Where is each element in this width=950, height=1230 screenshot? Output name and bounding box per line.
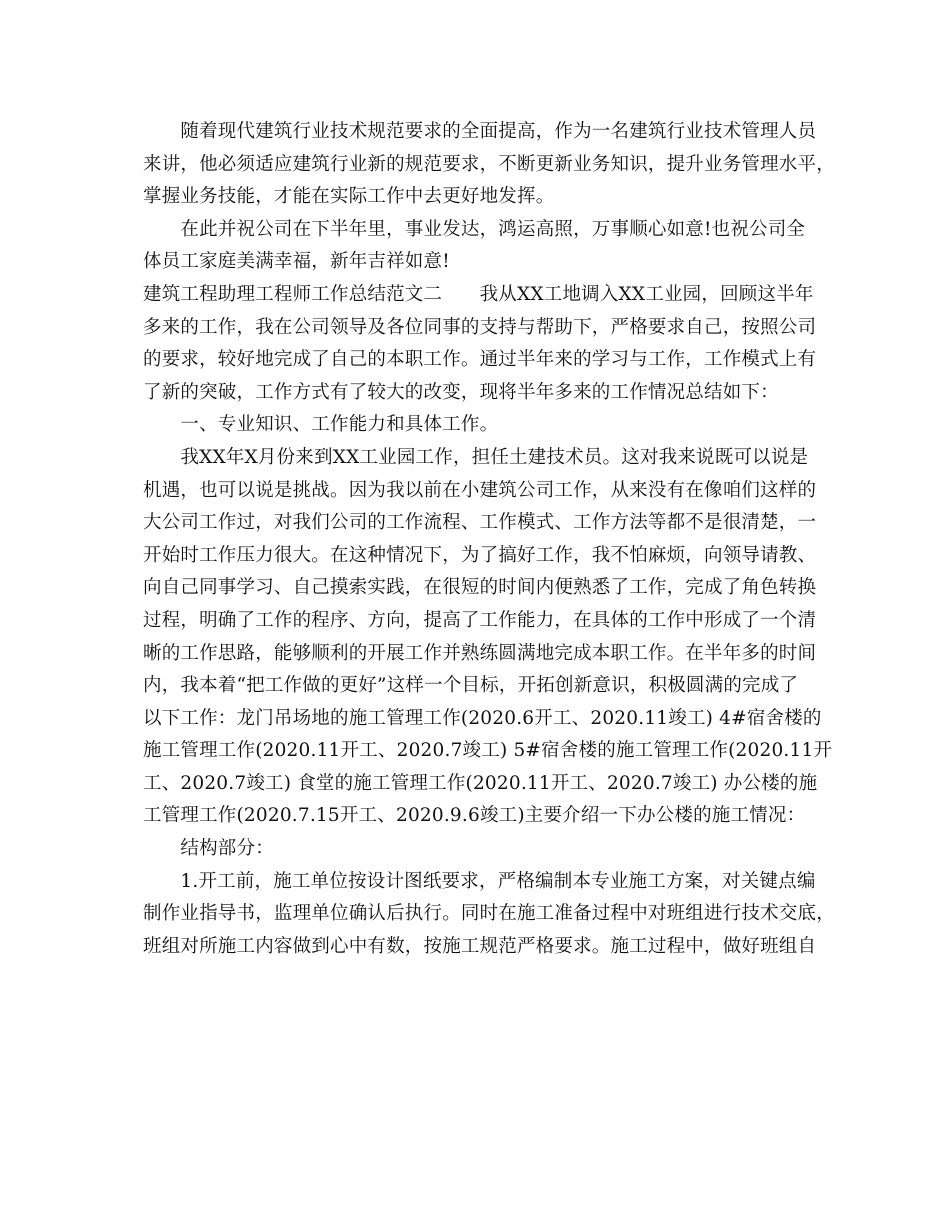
text-line: 来讲，他必须适应建筑行业新的规范要求，不断更新业务知识，提升业务管理水平，	[143, 153, 835, 175]
text-line: 工、2020.7竣工) 食堂的施工管理工作(2020.11开工、2020.7竣工) 办公楼的施	[143, 772, 818, 794]
text-line: 了新的突破，工作方式有了较大的改变，现将半年多来的工作情况总结如下：	[143, 381, 779, 403]
text-line: 机遇，也可以说是挑战。因为我以前在小建筑公司工作，从来没有在像咱们这样的	[143, 479, 817, 501]
text-line: 大公司工作过，对我们公司的工作流程、工作模式、工作方法等都不是很清楚，一	[143, 512, 817, 534]
text-line: 在此并祝公司在下半年里，事业发达，鸿运高照，万事顺心如意!也祝公司全	[143, 218, 806, 240]
heading-line: 一、专业知识、工作能力和具体工作。	[143, 414, 499, 436]
body-text	[143, 116, 835, 963]
text-line: 过程，明确了工作的程序、方向，提高了工作能力，在具体的工作中形成了一个清	[143, 609, 817, 631]
text-line: 1.开工前，施工单位按设计图纸要求，严格编制本专业施工方案，对关键点编	[143, 870, 816, 892]
text-line: 的要求，较好地完成了自己的本职工作。通过半年来的学习与工作，工作模式上有	[143, 349, 817, 371]
text-line: 制作业指导书，监理单位确认后执行。同时在施工准备过程中对班组进行技术交底，	[143, 903, 835, 925]
text-line: 随着现代建筑行业技术规范要求的全面提高，作为一名建筑行业技术管理人员	[143, 121, 817, 142]
text-line: 内，我本着“把工作做的更好”这样一个目标，开拓创新意识，积极圆满的完成了	[143, 675, 799, 697]
text-line: 班组对所施工内容做到心中有数，按施工规范严格要求。施工过程中，做好班组自	[143, 935, 817, 957]
text-line: 以下工作：龙门吊场地的施工管理工作(2020.6开工、2020.11竣工) 4#宿舍楼的	[143, 707, 822, 729]
text-line: 多来的工作，我在公司领导及各位同事的支持与帮助下，严格要求自己，按照公司	[143, 316, 817, 338]
section-title-line: 建筑工程助理工程师工作总结范文二 我从XX工地调入XX工业园，回顾这半年	[143, 283, 814, 305]
text-line: 工管理工作(2020.7.15开工、2020.9.6竣工)主要介绍一下办公楼的施工情况：	[143, 805, 806, 827]
text-line: 我XX年X月份来到XX工业园工作，担任土建技术员。这对我来说既可以说是	[143, 446, 809, 468]
text-line: 开始时工作压力很大。在这种情况下，为了搞好工作，我不怕麻烦，向领导请教、	[143, 544, 817, 566]
heading-line: 结构部分：	[143, 838, 274, 860]
text-line: 施工管理工作(2020.11开工、2020.7竣工) 5#宿舍楼的施工管理工作(2020.11开	[143, 740, 833, 762]
text-line: 体员工家庭美满幸福，新年吉祥如意!	[143, 251, 450, 273]
text-line: 掌握业务技能，才能在实际工作中去更好地发挥。	[143, 186, 555, 208]
text-line: 向自己同事学习、自己摸索实践，在很短的时间内便熟悉了工作，完成了角色转换	[143, 577, 817, 599]
text-line: 晰的工作思路，能够顺利的开展工作并熟练圆满地完成本职工作。在半年多的时间	[143, 642, 817, 664]
